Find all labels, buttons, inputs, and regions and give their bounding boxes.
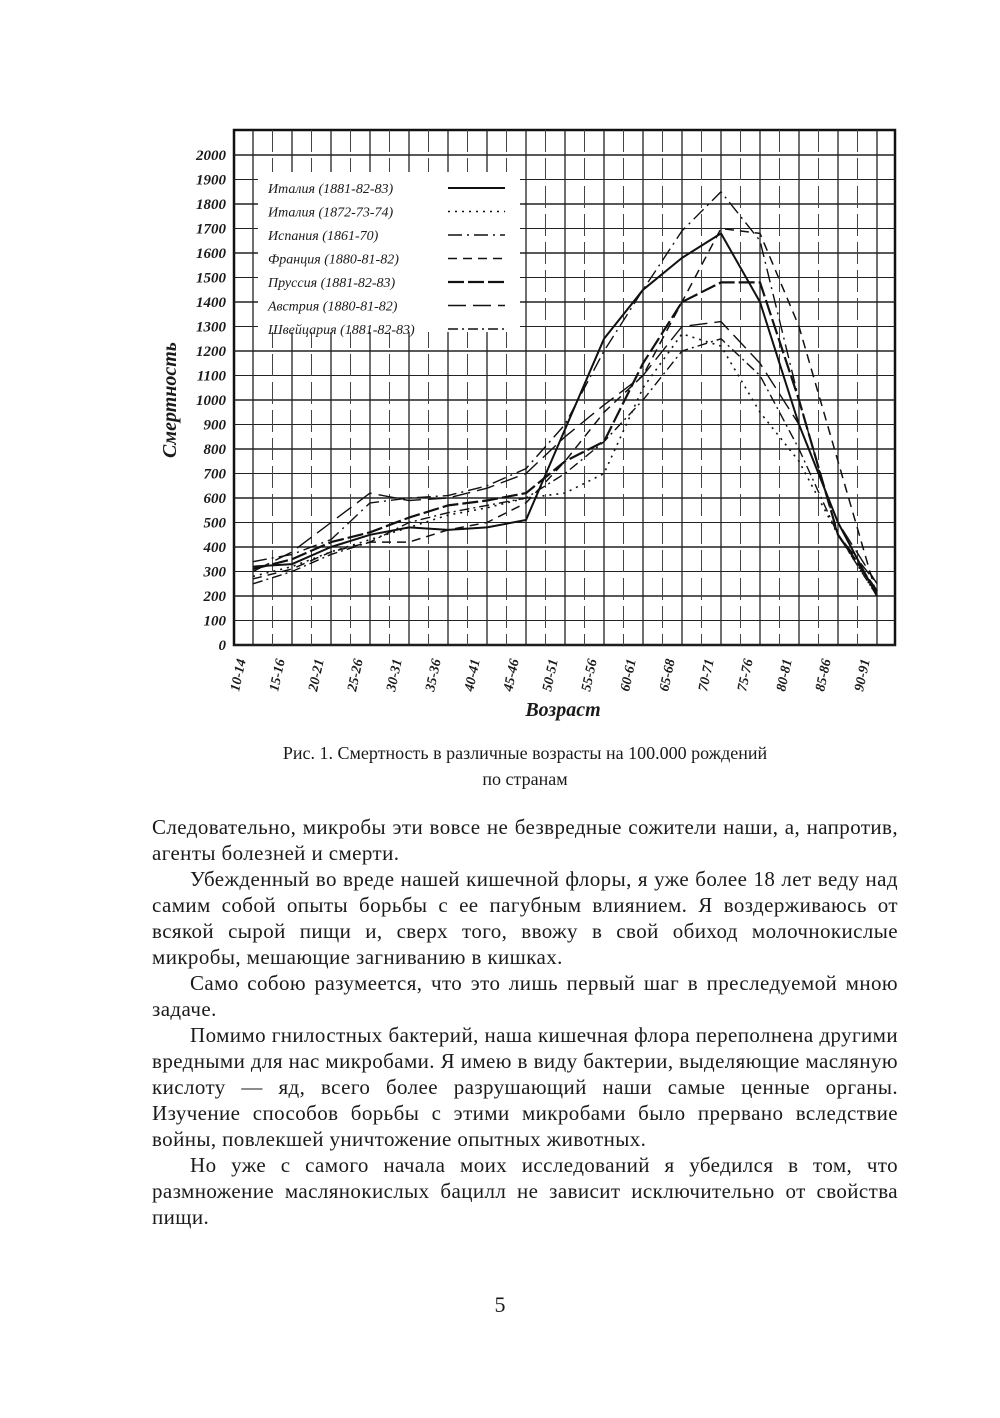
y-tick-label: 2000 xyxy=(196,148,226,164)
y-tick-label: 300 xyxy=(203,564,226,581)
x-tick-label: 45-46 xyxy=(501,657,523,693)
y-tick-label: 1400 xyxy=(196,295,226,311)
body-text xyxy=(152,814,898,1230)
x-tick-label: 35-36 xyxy=(423,657,445,693)
x-axis-title: Возраст xyxy=(525,699,601,721)
y-axis-ticks xyxy=(195,148,227,654)
y-tick-label: 1300 xyxy=(196,319,226,336)
caption-line-1: Рис. 1. Смертность в различные возрасты на 100.000 рождений xyxy=(282,743,768,763)
y-tick-label: 200 xyxy=(203,589,226,605)
paragraph-1: Следовательно, микробы эти вовсе не безвредные сожители наши, а, напротив, агенты болезней и смерти. xyxy=(152,815,898,865)
y-tick-label: 1600 xyxy=(196,246,226,262)
legend-label: Италия (1872-73-74) xyxy=(268,205,394,221)
x-tick-label: 20-21 xyxy=(306,657,328,693)
caption-line-2: по странам xyxy=(482,769,568,789)
x-tick-label: 40-41 xyxy=(462,657,484,693)
legend-label: Швейцария (1881-82-83) xyxy=(268,323,415,338)
y-tick-label: 1100 xyxy=(196,368,226,385)
y-tick-label: 0 xyxy=(218,638,226,654)
figure-caption xyxy=(150,740,900,792)
y-tick-label: 700 xyxy=(203,466,226,483)
paragraph-5: Но уже с самого начала моих исследований я убедился в том, что размножение маслянокислых бацилл не зависит исключительно от свойства пищи. xyxy=(152,1153,898,1229)
x-tick-label: 25-26 xyxy=(345,657,367,693)
x-tick-label: 15-16 xyxy=(267,657,289,693)
y-tick-label: 100 xyxy=(203,613,226,630)
paragraph-2: Убежденный во вреде нашей кишечной флоры, я уже более 18 лет веду над самим собой опыты борьбы с ее пагубным влиянием. Я воздерживаюсь от всякой сырой пищи и, сверх того, ввожу в свой обиход молочнокислые микробы, мешающие загниванию в кишках. xyxy=(152,867,898,969)
y-tick-label: 1800 xyxy=(196,197,226,213)
x-tick-label: 80-81 xyxy=(774,657,796,693)
x-tick-label: 85-86 xyxy=(813,657,835,693)
y-tick-label: 400 xyxy=(203,540,226,556)
x-axis-ticks xyxy=(228,658,873,694)
y-tick-label: 800 xyxy=(203,442,226,458)
x-tick-label: 60-61 xyxy=(618,657,640,693)
y-tick-label: 1900 xyxy=(196,172,226,189)
paragraph-3: Само собою разумеется, что это лишь первый шаг в преследуемой мною задаче. xyxy=(152,971,898,1021)
y-tick-label: 1500 xyxy=(196,270,226,287)
y-axis-title: Смертность xyxy=(159,342,181,458)
y-tick-label: 900 xyxy=(203,417,226,434)
x-tick-label: 90-91 xyxy=(852,657,874,693)
y-tick-label: 1000 xyxy=(196,393,226,409)
x-tick-label: 30-31 xyxy=(384,657,406,693)
legend-label: Пруссия (1881-82-83) xyxy=(268,276,396,291)
legend-label: Австрия (1880-81-82) xyxy=(268,299,398,315)
legend-label: Франция (1880-81-82) xyxy=(268,252,399,268)
y-tick-label: 500 xyxy=(203,515,226,532)
x-tick-label: 65-68 xyxy=(657,657,679,693)
page-number: 5 xyxy=(494,1292,506,1317)
x-tick-label: 70-71 xyxy=(696,657,718,693)
paragraph-4: Помимо гнилостных бактерий, наша кишечная флора переполнена другими вредными для нас микробами. Я имею в виду бактерии, выделяющие масляную кислоту — яд, всего более разрушающий наши самые ценные органы. Изучение способов борьбы с этими микробами было прервано вследствие войны, повлекшей уничтожение опытных животных. xyxy=(152,1023,898,1151)
x-tick-label: 75-76 xyxy=(735,657,757,693)
chart-legend xyxy=(258,172,520,338)
x-tick-label: 55-56 xyxy=(579,657,601,693)
x-tick-label: 50-51 xyxy=(540,657,562,693)
x-tick-label: 10-14 xyxy=(228,657,250,693)
y-tick-label: 600 xyxy=(203,491,226,507)
y-tick-label: 1200 xyxy=(196,344,226,360)
legend-label: Испания (1861-70) xyxy=(268,229,379,244)
legend-label: Италия (1881-82-83) xyxy=(268,182,394,197)
y-tick-label: 1700 xyxy=(196,221,226,238)
